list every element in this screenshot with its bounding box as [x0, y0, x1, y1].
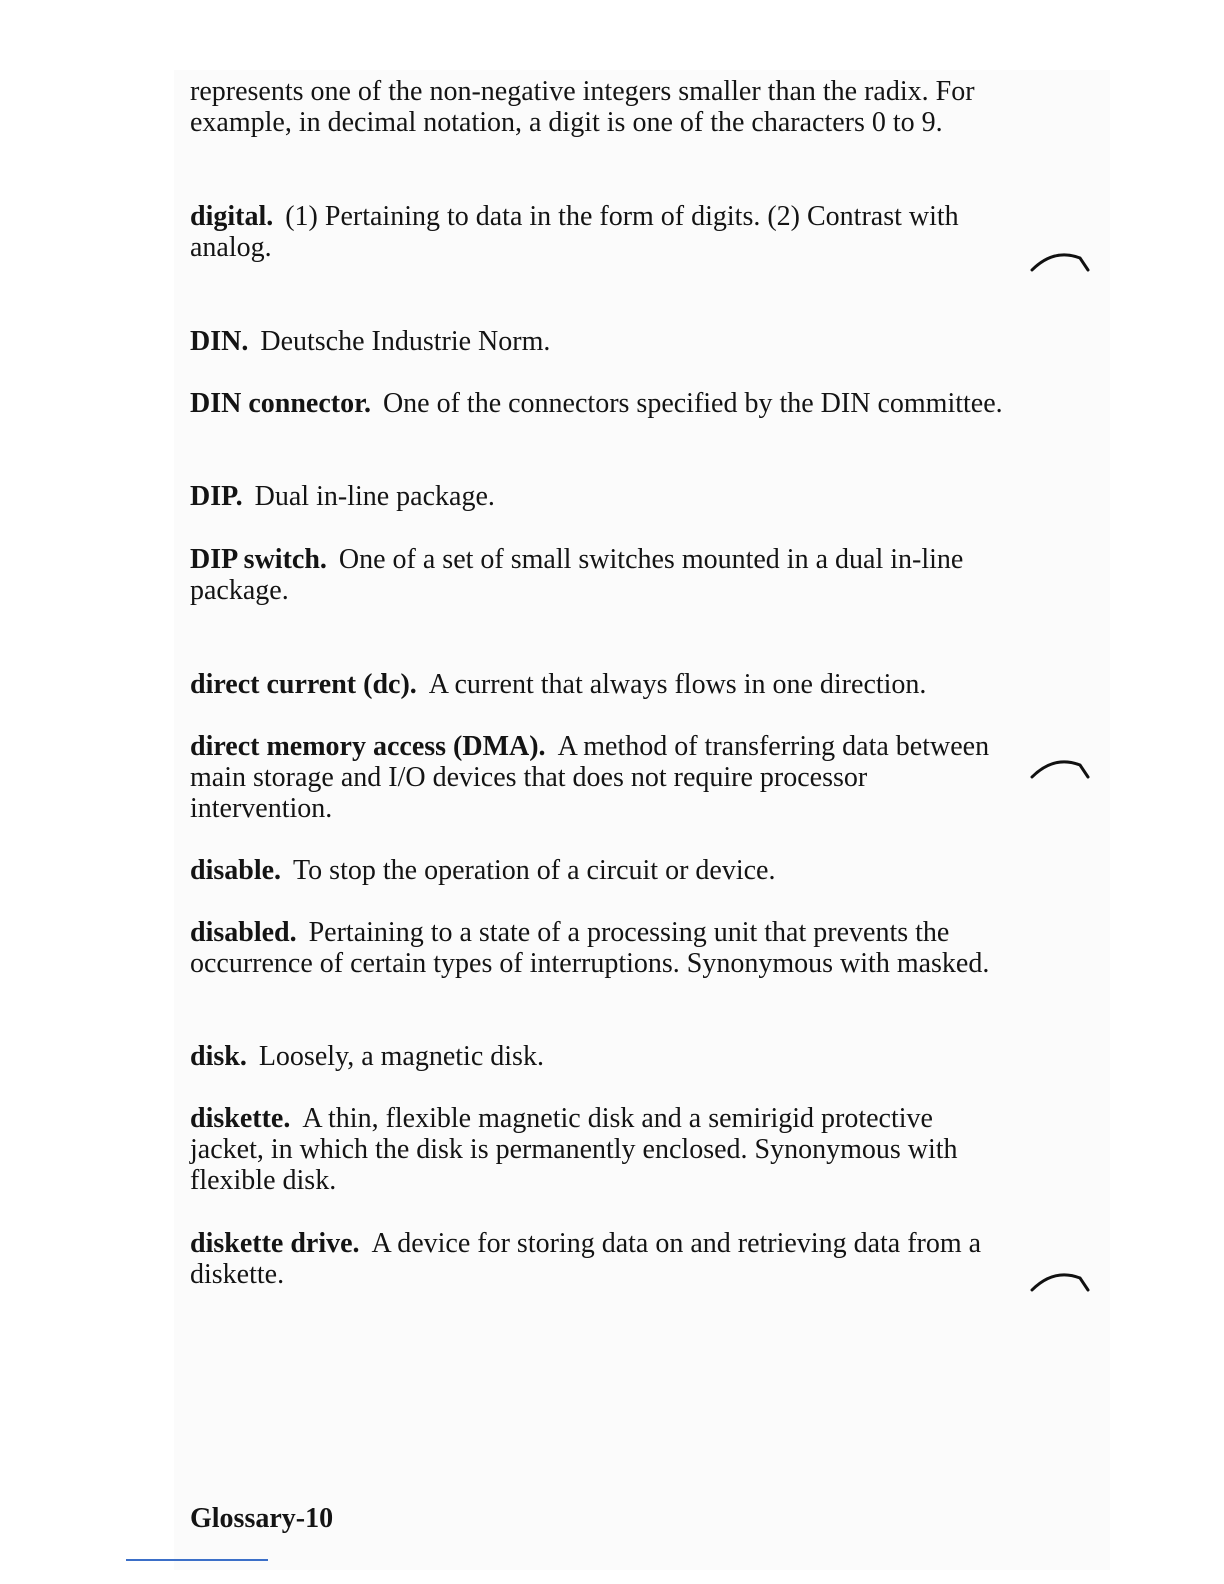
entry-definition: A method of transferring data between main storage and I/O devices that does not require processor intervention.	[190, 731, 990, 824]
entry-definition: Loosely, a magnetic disk.	[258, 1041, 544, 1072]
entry-definition: One of a set of small switches mounted in a dual in-line package.	[190, 544, 964, 606]
entry-definition: One of the connectors specified by the DIN committee.	[382, 388, 1003, 419]
entry-definition: A current that always flows in one direction.	[428, 669, 927, 700]
glossary-entry-dip	[190, 481, 1010, 512]
glossary-entry-dip-switch	[190, 544, 1010, 606]
glossary-entry-din-connector	[190, 388, 1010, 419]
entry-term: disable.	[190, 855, 282, 886]
glossary-entry-direct-memory-access	[190, 731, 1010, 824]
entry-term: DIN.	[190, 326, 249, 357]
entry-definition: Deutsche Industrie Norm.	[260, 326, 551, 357]
entry-term: digital.	[190, 201, 274, 232]
glossary-entry-diskette-drive	[190, 1228, 1010, 1290]
entry-term: direct current (dc).	[190, 669, 417, 700]
entry-term: disabled.	[190, 917, 297, 948]
entry-definition: A device for storing data on and retrieving data from a diskette.	[190, 1228, 982, 1290]
glossary-entry-disable	[190, 855, 1010, 886]
tab-mark-icon	[1030, 757, 1090, 779]
glossary-entry-disabled	[190, 917, 1010, 979]
glossary-entry-direct-current	[190, 669, 1010, 700]
entry-definition: Dual in-line package.	[254, 481, 495, 512]
glossary-entry-disk	[190, 1041, 1010, 1072]
entry-definition: A thin, flexible magnetic disk and a semirigid protective jacket, in which the disk is permanently enclosed. Synonymous with flexible disk.	[190, 1103, 958, 1196]
glossary-entry-din	[190, 326, 1010, 357]
entry-definition: (1) Pertaining to data in the form of digits. (2) Contrast with analog.	[190, 201, 959, 263]
page-footer-label: Glossary-10	[190, 1503, 334, 1534]
entry-term: DIP switch.	[190, 544, 327, 575]
glossary-entry-diskette	[190, 1103, 1010, 1196]
tab-mark-icon	[1030, 250, 1090, 272]
entry-term: DIP.	[190, 481, 243, 512]
glossary-entry-continuation	[190, 76, 1010, 138]
bottom-rule	[126, 1559, 268, 1561]
entry-term: diskette drive.	[190, 1228, 360, 1259]
entry-definition: To stop the operation of a circuit or device.	[293, 855, 776, 886]
entry-definition: Pertaining to a state of a processing unit that prevents the occurrence of certain types of interruptions. Synonymous with masked.	[190, 917, 990, 979]
entry-term: DIN connector.	[190, 388, 371, 419]
entry-term: disk.	[190, 1041, 247, 1072]
glossary-entry-digital	[190, 201, 1010, 263]
entry-definition: represents one of the non-negative integers smaller than the radix. For example, in decimal notation, a digit is one of the characters 0 to 9.	[190, 76, 975, 138]
entry-term: diskette.	[190, 1103, 291, 1134]
entry-term: direct memory access (DMA).	[190, 731, 546, 762]
tab-mark-icon	[1030, 1270, 1090, 1292]
